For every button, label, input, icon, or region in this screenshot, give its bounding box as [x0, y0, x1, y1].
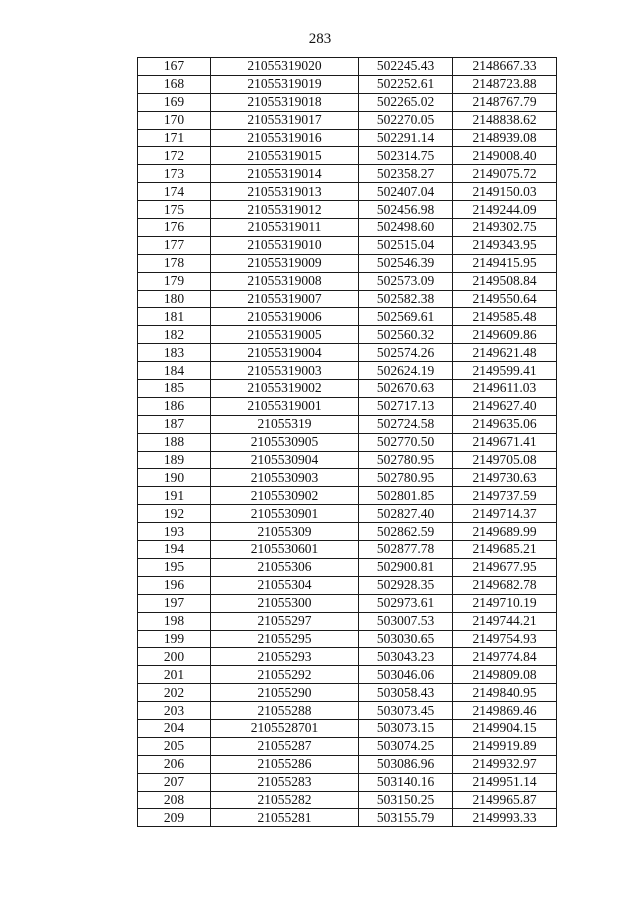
table-row [138, 290, 557, 308]
y-coordinate-cell: 2149809.08 [453, 666, 557, 684]
table-row [138, 433, 557, 451]
x-coordinate-cell: 502245.43 [359, 58, 453, 76]
point-id-cell: 21055309 [211, 523, 359, 541]
table-row [138, 809, 557, 827]
x-coordinate-cell: 503030.65 [359, 630, 453, 648]
point-id-cell: 21055319003 [211, 362, 359, 380]
y-coordinate-cell: 2149150.03 [453, 183, 557, 201]
row-number-cell: 203 [138, 702, 211, 720]
row-number-cell: 199 [138, 630, 211, 648]
point-id-cell: 21055319001 [211, 397, 359, 415]
table-row [138, 147, 557, 165]
y-coordinate-cell: 2149993.33 [453, 809, 557, 827]
table-row [138, 648, 557, 666]
row-number-cell: 205 [138, 737, 211, 755]
x-coordinate-cell: 502670.63 [359, 380, 453, 398]
row-number-cell: 180 [138, 290, 211, 308]
point-id-cell: 2105530902 [211, 487, 359, 505]
x-coordinate-cell: 502862.59 [359, 523, 453, 541]
point-id-cell: 21055288 [211, 702, 359, 720]
row-number-cell: 198 [138, 612, 211, 630]
y-coordinate-cell: 2149008.40 [453, 147, 557, 165]
row-number-cell: 209 [138, 809, 211, 827]
y-coordinate-cell: 2149705.08 [453, 451, 557, 469]
table-row [138, 254, 557, 272]
y-coordinate-cell: 2149689.99 [453, 523, 557, 541]
row-number-cell: 202 [138, 684, 211, 702]
point-id-cell: 21055319020 [211, 58, 359, 76]
y-coordinate-cell: 2149677.95 [453, 558, 557, 576]
y-coordinate-cell: 2149635.06 [453, 415, 557, 433]
page-number: 283 [308, 31, 332, 47]
row-number-cell: 182 [138, 326, 211, 344]
x-coordinate-cell: 502291.14 [359, 129, 453, 147]
table-row [138, 523, 557, 541]
x-coordinate-cell: 502358.27 [359, 165, 453, 183]
row-number-cell: 200 [138, 648, 211, 666]
x-coordinate-cell: 502827.40 [359, 505, 453, 523]
y-coordinate-cell: 2148939.08 [453, 129, 557, 147]
row-number-cell: 190 [138, 469, 211, 487]
x-coordinate-cell: 502252.61 [359, 75, 453, 93]
table-row [138, 487, 557, 505]
table-row [138, 773, 557, 791]
y-coordinate-cell: 2149965.87 [453, 791, 557, 809]
point-id-cell: 21055297 [211, 612, 359, 630]
table-row [138, 469, 557, 487]
row-number-cell: 195 [138, 558, 211, 576]
table-row [138, 451, 557, 469]
table-row [138, 684, 557, 702]
row-number-cell: 183 [138, 344, 211, 362]
y-coordinate-cell: 2148723.88 [453, 75, 557, 93]
x-coordinate-cell: 502498.60 [359, 219, 453, 237]
x-coordinate-cell: 502900.81 [359, 558, 453, 576]
row-number-cell: 194 [138, 541, 211, 559]
table-row [138, 93, 557, 111]
y-coordinate-cell: 2149508.84 [453, 272, 557, 290]
x-coordinate-cell: 502270.05 [359, 111, 453, 129]
table-row [138, 201, 557, 219]
table-row [138, 219, 557, 237]
table-row [138, 594, 557, 612]
point-id-cell: 21055319013 [211, 183, 359, 201]
point-id-cell: 21055319010 [211, 236, 359, 254]
row-number-cell: 184 [138, 362, 211, 380]
y-coordinate-cell: 2149774.84 [453, 648, 557, 666]
table-row [138, 630, 557, 648]
table-row [138, 397, 557, 415]
y-coordinate-cell: 2149550.64 [453, 290, 557, 308]
point-id-cell: 21055319006 [211, 308, 359, 326]
x-coordinate-cell: 502624.19 [359, 362, 453, 380]
table-row [138, 362, 557, 380]
x-coordinate-cell: 503150.25 [359, 791, 453, 809]
table-row [138, 129, 557, 147]
y-coordinate-cell: 2149682.78 [453, 576, 557, 594]
y-coordinate-cell: 2149585.48 [453, 308, 557, 326]
row-number-cell: 187 [138, 415, 211, 433]
y-coordinate-cell: 2149840.95 [453, 684, 557, 702]
y-coordinate-cell: 2149621.48 [453, 344, 557, 362]
row-number-cell: 196 [138, 576, 211, 594]
x-coordinate-cell: 502770.50 [359, 433, 453, 451]
table-row [138, 666, 557, 684]
table-row [138, 308, 557, 326]
row-number-cell: 178 [138, 254, 211, 272]
y-coordinate-cell: 2149919.89 [453, 737, 557, 755]
row-number-cell: 186 [138, 397, 211, 415]
y-coordinate-cell: 2149075.72 [453, 165, 557, 183]
table-row [138, 755, 557, 773]
point-id-cell: 21055319004 [211, 344, 359, 362]
point-id-cell: 21055319019 [211, 75, 359, 93]
table-row [138, 702, 557, 720]
y-coordinate-cell: 2148838.62 [453, 111, 557, 129]
row-number-cell: 193 [138, 523, 211, 541]
point-id-cell: 21055300 [211, 594, 359, 612]
x-coordinate-cell: 502717.13 [359, 397, 453, 415]
y-coordinate-cell: 2149869.46 [453, 702, 557, 720]
row-number-cell: 174 [138, 183, 211, 201]
row-number-cell: 171 [138, 129, 211, 147]
x-coordinate-cell: 502574.26 [359, 344, 453, 362]
table-row [138, 612, 557, 630]
point-id-cell: 21055283 [211, 773, 359, 791]
point-id-cell: 21055282 [211, 791, 359, 809]
x-coordinate-cell: 502780.95 [359, 451, 453, 469]
point-id-cell: 21055286 [211, 755, 359, 773]
point-id-cell: 21055304 [211, 576, 359, 594]
row-number-cell: 189 [138, 451, 211, 469]
point-id-cell: 21055295 [211, 630, 359, 648]
x-coordinate-cell: 503043.23 [359, 648, 453, 666]
row-number-cell: 168 [138, 75, 211, 93]
row-number-cell: 173 [138, 165, 211, 183]
row-number-cell: 179 [138, 272, 211, 290]
x-coordinate-cell: 502314.75 [359, 147, 453, 165]
row-number-cell: 208 [138, 791, 211, 809]
x-coordinate-cell: 502569.61 [359, 308, 453, 326]
point-id-cell: 21055281 [211, 809, 359, 827]
x-coordinate-cell: 502582.38 [359, 290, 453, 308]
point-id-cell: 21055319009 [211, 254, 359, 272]
x-coordinate-cell: 503058.43 [359, 684, 453, 702]
table-row [138, 272, 557, 290]
point-id-cell: 21055319017 [211, 111, 359, 129]
table-row [138, 541, 557, 559]
y-coordinate-cell: 2148667.33 [453, 58, 557, 76]
x-coordinate-cell: 502780.95 [359, 469, 453, 487]
row-number-cell: 201 [138, 666, 211, 684]
point-id-cell: 21055319002 [211, 380, 359, 398]
table-row [138, 344, 557, 362]
table-row [138, 165, 557, 183]
point-id-cell: 21055319018 [211, 93, 359, 111]
y-coordinate-cell: 2149671.41 [453, 433, 557, 451]
y-coordinate-cell: 2149302.75 [453, 219, 557, 237]
point-id-cell: 21055319012 [211, 201, 359, 219]
point-id-cell: 21055319011 [211, 219, 359, 237]
row-number-cell: 172 [138, 147, 211, 165]
table-row [138, 236, 557, 254]
x-coordinate-cell: 502973.61 [359, 594, 453, 612]
x-coordinate-cell: 502724.58 [359, 415, 453, 433]
x-coordinate-cell: 503155.79 [359, 809, 453, 827]
y-coordinate-cell: 2149744.21 [453, 612, 557, 630]
row-number-cell: 181 [138, 308, 211, 326]
point-id-cell: 2105530904 [211, 451, 359, 469]
y-coordinate-cell: 2149730.63 [453, 469, 557, 487]
point-id-cell: 21055319016 [211, 129, 359, 147]
table-body [138, 58, 557, 827]
coordinates-table [137, 57, 557, 827]
row-number-cell: 175 [138, 201, 211, 219]
x-coordinate-cell: 502877.78 [359, 541, 453, 559]
row-number-cell: 197 [138, 594, 211, 612]
table-row [138, 719, 557, 737]
table-row [138, 791, 557, 809]
y-coordinate-cell: 2149685.21 [453, 541, 557, 559]
x-coordinate-cell: 502573.09 [359, 272, 453, 290]
x-coordinate-cell: 503007.53 [359, 612, 453, 630]
point-id-cell: 2105530903 [211, 469, 359, 487]
table-row [138, 415, 557, 433]
y-coordinate-cell: 2149904.15 [453, 719, 557, 737]
x-coordinate-cell: 503073.15 [359, 719, 453, 737]
y-coordinate-cell: 2149343.95 [453, 236, 557, 254]
point-id-cell: 21055319005 [211, 326, 359, 344]
y-coordinate-cell: 2149244.09 [453, 201, 557, 219]
row-number-cell: 192 [138, 505, 211, 523]
x-coordinate-cell: 502265.02 [359, 93, 453, 111]
y-coordinate-cell: 2149932.97 [453, 755, 557, 773]
row-number-cell: 167 [138, 58, 211, 76]
y-coordinate-cell: 2149714.37 [453, 505, 557, 523]
row-number-cell: 185 [138, 380, 211, 398]
table-row [138, 576, 557, 594]
table-row [138, 558, 557, 576]
table-row [138, 58, 557, 76]
y-coordinate-cell: 2149415.95 [453, 254, 557, 272]
point-id-cell: 21055319 [211, 415, 359, 433]
x-coordinate-cell: 503073.45 [359, 702, 453, 720]
y-coordinate-cell: 2149710.19 [453, 594, 557, 612]
y-coordinate-cell: 2149951.14 [453, 773, 557, 791]
point-id-cell: 21055319014 [211, 165, 359, 183]
y-coordinate-cell: 2149599.41 [453, 362, 557, 380]
y-coordinate-cell: 2149737.59 [453, 487, 557, 505]
point-id-cell: 21055319007 [211, 290, 359, 308]
x-coordinate-cell: 503074.25 [359, 737, 453, 755]
point-id-cell: 21055319015 [211, 147, 359, 165]
table-row [138, 111, 557, 129]
point-id-cell: 21055293 [211, 648, 359, 666]
x-coordinate-cell: 502560.32 [359, 326, 453, 344]
point-id-cell: 2105528701 [211, 719, 359, 737]
row-number-cell: 204 [138, 719, 211, 737]
table-row [138, 183, 557, 201]
y-coordinate-cell: 2149611.03 [453, 380, 557, 398]
x-coordinate-cell: 502456.98 [359, 201, 453, 219]
table-row [138, 326, 557, 344]
row-number-cell: 188 [138, 433, 211, 451]
x-coordinate-cell: 502546.39 [359, 254, 453, 272]
point-id-cell: 21055290 [211, 684, 359, 702]
row-number-cell: 176 [138, 219, 211, 237]
y-coordinate-cell: 2149609.86 [453, 326, 557, 344]
table-row [138, 75, 557, 93]
point-id-cell: 21055319008 [211, 272, 359, 290]
x-coordinate-cell: 503140.16 [359, 773, 453, 791]
row-number-cell: 191 [138, 487, 211, 505]
x-coordinate-cell: 502407.04 [359, 183, 453, 201]
point-id-cell: 21055287 [211, 737, 359, 755]
x-coordinate-cell: 503086.96 [359, 755, 453, 773]
x-coordinate-cell: 502801.85 [359, 487, 453, 505]
row-number-cell: 169 [138, 93, 211, 111]
x-coordinate-cell: 503046.06 [359, 666, 453, 684]
row-number-cell: 177 [138, 236, 211, 254]
row-number-cell: 206 [138, 755, 211, 773]
y-coordinate-cell: 2148767.79 [453, 93, 557, 111]
point-id-cell: 2105530905 [211, 433, 359, 451]
point-id-cell: 2105530601 [211, 541, 359, 559]
point-id-cell: 21055292 [211, 666, 359, 684]
table-row [138, 737, 557, 755]
point-id-cell: 2105530901 [211, 505, 359, 523]
y-coordinate-cell: 2149754.93 [453, 630, 557, 648]
row-number-cell: 207 [138, 773, 211, 791]
point-id-cell: 21055306 [211, 558, 359, 576]
table-row [138, 380, 557, 398]
x-coordinate-cell: 502515.04 [359, 236, 453, 254]
table-row [138, 505, 557, 523]
y-coordinate-cell: 2149627.40 [453, 397, 557, 415]
row-number-cell: 170 [138, 111, 211, 129]
x-coordinate-cell: 502928.35 [359, 576, 453, 594]
